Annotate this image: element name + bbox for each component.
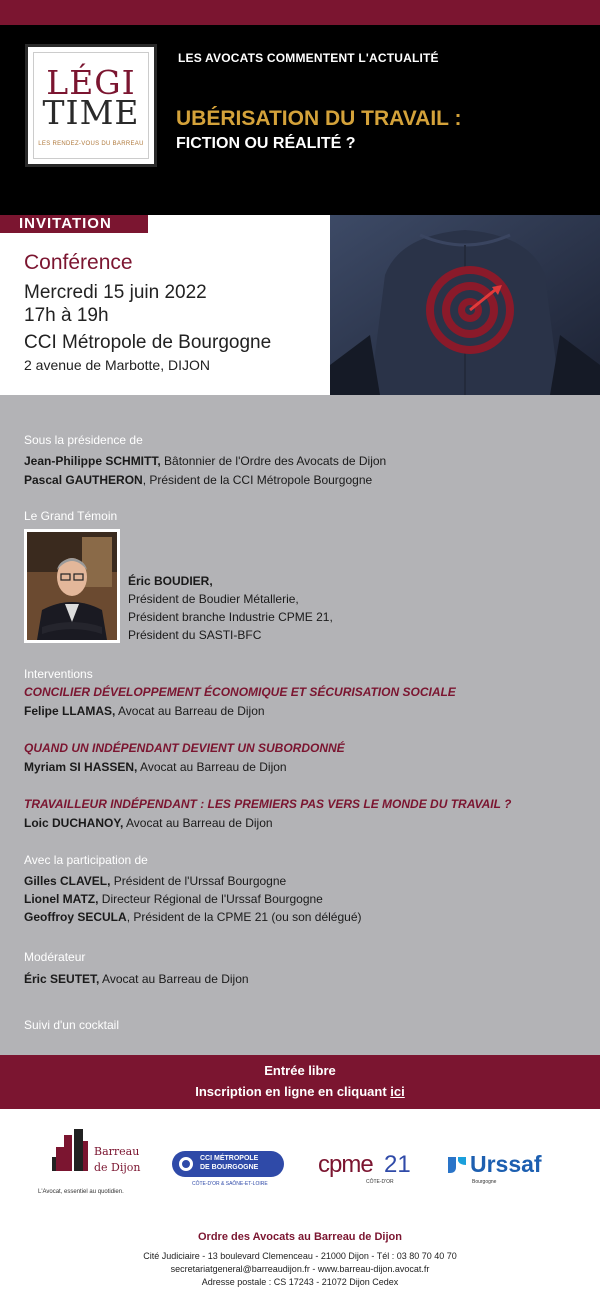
event-date: Mercredi 15 juin 2022 — [24, 282, 207, 303]
details-panel — [0, 395, 600, 1055]
logo-line1: LÉGI — [46, 63, 136, 102]
intervention-speaker — [24, 816, 273, 830]
contact-address: Cité Judiciaire - 13 boulevard Clemenceau - 21000 Dijon - Tél : 03 80 70 40 70 — [143, 1251, 457, 1261]
contact-web[interactable]: secretariatgeneral@barreaudijon.fr - www.barreau-dijon.avocat.fr — [170, 1264, 430, 1274]
participation-label: Avec la participation de — [24, 853, 148, 867]
free-entry: Entrée libre — [264, 1063, 336, 1078]
intervention-speaker — [24, 704, 265, 718]
temoin-name: Éric BOUDIER, — [128, 574, 213, 588]
header — [0, 25, 600, 215]
interventions-label: Interventions — [24, 667, 93, 681]
urssaf-tagline: Bourgogne — [472, 1179, 497, 1185]
moderateur-role: Avocat au Barreau de Dijon — [99, 972, 249, 986]
participant-role: Président de l'Urssaf Bourgogne — [110, 874, 287, 888]
moderateur — [24, 972, 249, 986]
cpme-tagline: CÔTE-D'OR — [366, 1179, 394, 1185]
invitation-block — [0, 215, 330, 395]
barreau-name1: Barreau — [94, 1145, 140, 1158]
title-line2: FICTION OU RÉALITÉ ? — [176, 135, 356, 152]
barreau-tagline: L'Avocat, essentiel au quotidien. — [38, 1189, 124, 1195]
presidence-person — [24, 473, 372, 487]
registration-line — [0, 1084, 600, 1099]
participant — [24, 892, 323, 906]
cocktail-note: Suivi d'un cocktail — [24, 1018, 120, 1032]
presidence-label: Sous la présidence de — [24, 433, 143, 447]
top-accent-bar — [0, 0, 600, 25]
legitime-logo — [25, 44, 157, 167]
moderateur-label: Modérateur — [24, 950, 86, 964]
partner-logos — [0, 1109, 600, 1219]
participant-role: , Président de la CPME 21 (ou son délégué) — [126, 910, 362, 924]
registration-bar — [0, 1055, 600, 1109]
temoin-role: Président de Boudier Métallerie, — [128, 592, 299, 606]
speaker-name: Myriam SI HASSEN, — [24, 760, 138, 774]
person-name: Pascal GAUTHERON — [24, 473, 143, 487]
cpme-number: 21 — [384, 1151, 411, 1178]
barreau-logo — [38, 1127, 148, 1207]
temoin-role: Président du SASTI-BFC — [128, 628, 262, 642]
org-name: Ordre des Avocats au Barreau de Dijon — [198, 1231, 402, 1243]
participant-name: Geoffroy SECULA — [24, 910, 127, 924]
intervention-title: QUAND UN INDÉPENDANT DEVIENT UN SUBORDONNÉ — [24, 741, 345, 755]
cci-tagline: CÔTE-D'OR & SAÔNE-ET-LOIRE — [192, 1181, 268, 1187]
urssaf-logo — [446, 1149, 556, 1189]
speaker-role: Avocat au Barreau de Dijon — [115, 704, 265, 718]
participant-name: Gilles CLAVEL, — [24, 874, 111, 888]
intervention-title: TRAVAILLEUR INDÉPENDANT : LES PREMIERS PAS VERS LE MONDE DU TRAVAIL ? — [24, 797, 512, 811]
speaker-name: Felipe LLAMAS, — [24, 704, 116, 718]
intervention-title: CONCILIER DÉVELOPPEMENT ÉCONOMIQUE ET SÉCURISATION SOCIALE — [24, 685, 456, 699]
participant-name: Lionel MATZ, — [24, 892, 99, 906]
speaker-name: Loic DUCHANOY, — [24, 816, 124, 830]
kicker: LES AVOCATS COMMENTENT L'ACTUALITÉ — [178, 51, 439, 65]
barreau-name2: de Dijon — [94, 1161, 141, 1174]
cci-line1: CCI MÉTROPOLE — [200, 1155, 259, 1162]
invitation-tag: INVITATION — [0, 215, 148, 233]
person-role: Bâtonnier de l'Ordre des Avocats de Dijon — [160, 454, 387, 468]
speaker-role: Avocat au Barreau de Dijon — [123, 816, 273, 830]
event-place: CCI Métropole de Bourgogne — [24, 332, 272, 353]
cpme-name: cpme — [318, 1151, 373, 1178]
title-line1: UBÉRISATION DU TRAVAIL : — [176, 107, 462, 130]
event-address: 2 avenue de Marbotte, DIJON — [24, 357, 210, 373]
intervention-speaker — [24, 760, 287, 774]
registration-text: Inscription en ligne en cliquant — [195, 1084, 391, 1099]
urssaf-name: Urssaf — [470, 1151, 542, 1177]
contact-postal: Adresse postale : CS 17243 - 21072 Dijon Cedex — [201, 1277, 399, 1287]
temoin-label: Le Grand Témoin — [24, 509, 118, 523]
event-type: Conférence — [24, 251, 133, 274]
target-back-photo — [330, 215, 600, 395]
participant-role: Directeur Régional de l'Urssaf Bourgogne — [98, 892, 323, 906]
moderateur-name: Éric SEUTET, — [24, 972, 100, 986]
registration-link[interactable]: ici — [390, 1084, 405, 1099]
temoin-portrait — [24, 529, 120, 643]
person-role: , Président de la CCI Métropole Bourgogne — [142, 473, 373, 487]
temoin-role: Président branche Industrie CPME 21, — [128, 610, 333, 624]
cpme-logo — [318, 1149, 414, 1189]
speaker-role: Avocat au Barreau de Dijon — [137, 760, 287, 774]
cci-line2: DE BOURGOGNE — [200, 1164, 259, 1171]
event-time: 17h à 19h — [24, 305, 109, 326]
participant — [24, 874, 286, 888]
logo-line2: TIME — [42, 93, 140, 132]
cci-logo — [172, 1151, 284, 1193]
presidence-person — [24, 454, 386, 468]
participant — [24, 910, 362, 924]
person-name: Jean-Philippe SCHMITT, — [24, 454, 161, 468]
logo-tagline: LES RENDEZ-VOUS DU BARREAU — [38, 141, 144, 147]
